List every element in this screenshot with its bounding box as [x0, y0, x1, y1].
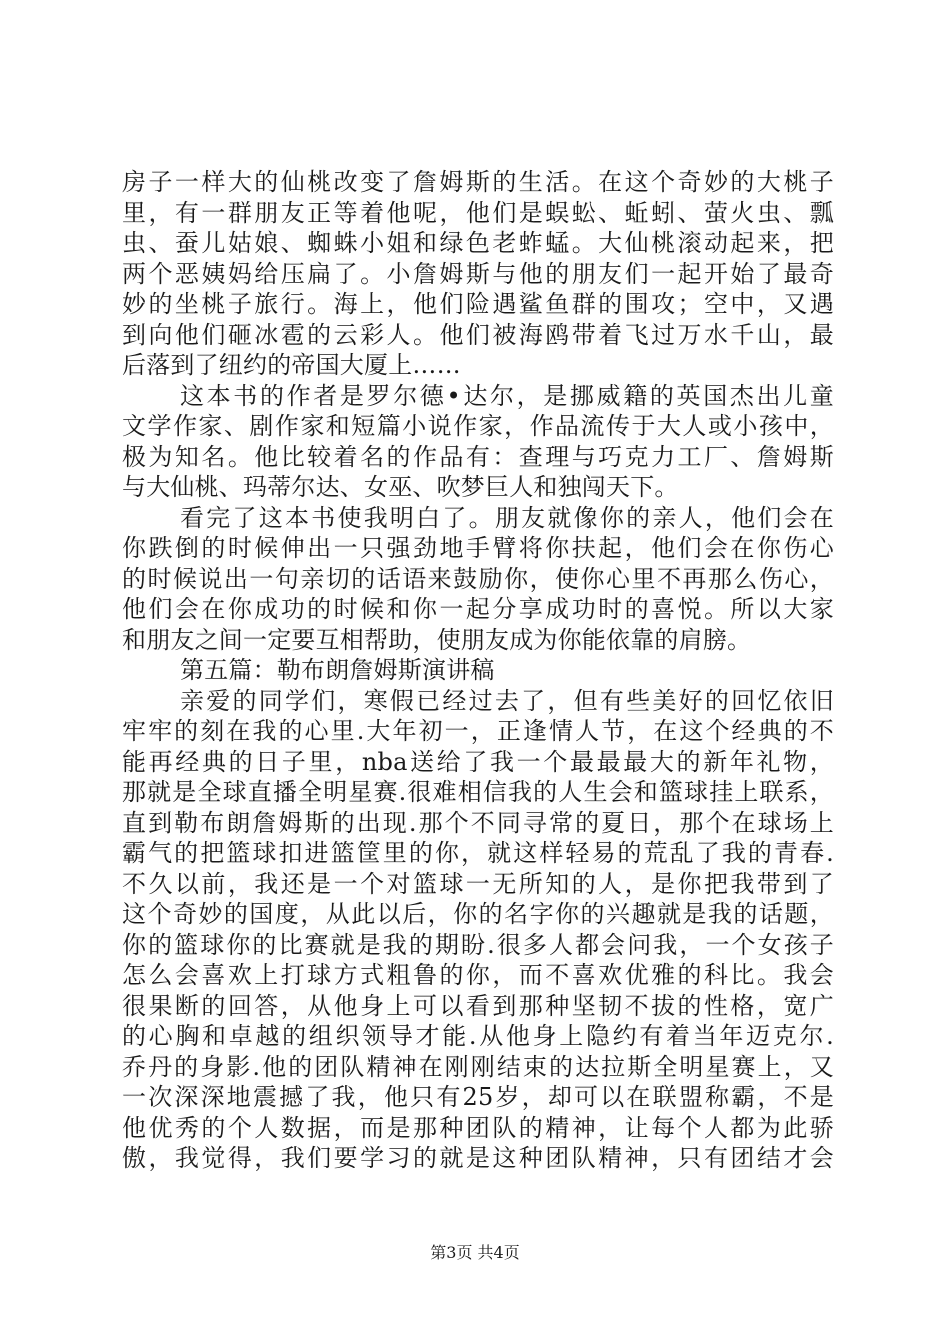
text-line: 文学作家、剧作家和短篇小说作家，作品流传于大人或小孩中，: [122, 412, 834, 440]
text-line: 这本书的作者是罗尔德•达尔，是挪威籍的英国杰出儿童: [180, 381, 834, 410]
text-line: 的心胸和卓越的组织领导才能.从他身上隐约有着当年迈克尔.: [122, 1022, 834, 1050]
text-line: 后落到了纽约的帝国大厦上……: [122, 351, 461, 379]
text-line: 妙的坐桃子旅行。海上，他们险遇鲨鱼群的围攻；空中，又遇: [122, 290, 834, 318]
text-line: 你跌倒的时候伸出一只强劲地手臂将你扶起，他们会在你伤心: [122, 534, 834, 562]
text-line: 很果断的回答，从他身上可以看到那种坚韧不拔的性格，宽广: [122, 991, 834, 1020]
text-line: 直到勒布朗詹姆斯的出现.那个不同寻常的夏日，那个在球场上: [122, 808, 834, 837]
text-line: 你的篮球你的比赛就是我的期盼.很多人都会问我，一个女孩子: [122, 930, 834, 959]
text-line: 里，有一群朋友正等着他呢，他们是蜈蚣、蚯蚓、萤火虫、瓢: [122, 198, 834, 227]
text-line: 不久以前，我还是一个对篮球一无所知的人，是你把我带到了: [122, 869, 834, 898]
text-line: 亲爱的同学们，寒假已经过去了，但有些美好的回忆依旧: [180, 686, 834, 715]
text-line: 那就是全球直播全明星赛.很难相信我的人生会和篮球挂上联系，: [122, 778, 834, 806]
text-line: 一次深深地震撼了我，他只有25岁，却可以在联盟称霸，不是: [122, 1083, 834, 1111]
text-line: 两个恶姨妈给压扁了。小詹姆斯与他的朋友们一起开始了最奇: [122, 259, 834, 288]
text-line: 看完了这本书使我明白了。朋友就像你的亲人，他们会在: [180, 503, 834, 532]
text-line: 能再经典的日子里，nba送给了我一个最最最大的新年礼物，: [122, 747, 834, 776]
text-line: 虫、蚕儿姑娘、蜘蛛小姐和绿色老蚱蜢。大仙桃滚动起来，把: [122, 229, 834, 257]
text-line: 他们会在你成功的时候和你一起分享成功时的喜悦。所以大家: [122, 595, 834, 623]
text-line: 与大仙桃、玛蒂尔达、女巫、吹梦巨人和独闯天下。: [122, 473, 679, 501]
text-line: 第五篇：勒布朗詹姆斯演讲稿: [180, 656, 495, 684]
text-line: 这个奇妙的国度，从此以后，你的名字你的兴趣就是我的话题，: [122, 900, 834, 928]
text-line: 乔丹的身影.他的团队精神在刚刚结束的达拉斯全明星赛上，又: [122, 1052, 834, 1081]
text-line: 他优秀的个人数据，而是那种团队的精神，让每个人都为此骄: [122, 1113, 834, 1142]
text-line: 的时候说出一句亲切的话语来鼓励你，使你心里不再那么伤心，: [122, 564, 834, 593]
text-line: 极为知名。他比较着名的作品有：查理与巧克力工厂、詹姆斯: [122, 442, 834, 471]
text-line: 房子一样大的仙桃改变了詹姆斯的生活。在这个奇妙的大桃子: [122, 168, 834, 196]
text-line: 霸气的把篮球扣进篮筐里的你，就这样轻易的荒乱了我的青春.: [122, 839, 834, 867]
text-line: 傲，我觉得，我们要学习的就是这种团队精神，只有团结才会: [122, 1144, 834, 1172]
text-line: 和朋友之间一定要互相帮助，使朋友成为你能依靠的肩膀。: [122, 625, 752, 654]
page-footer: 第3页 共4页: [430, 1243, 520, 1262]
text-line: 到向他们砸冰雹的云彩人。他们被海鸥带着飞过万水千山，最: [122, 320, 834, 349]
text-line: 牢牢的刻在我的心里.大年初一，正逢情人节，在这个经典的不: [122, 717, 834, 745]
document-body: [122, 167, 834, 1174]
text-line: 怎么会喜欢上打球方式粗鲁的你，而不喜欢优雅的科比。我会: [122, 961, 834, 989]
